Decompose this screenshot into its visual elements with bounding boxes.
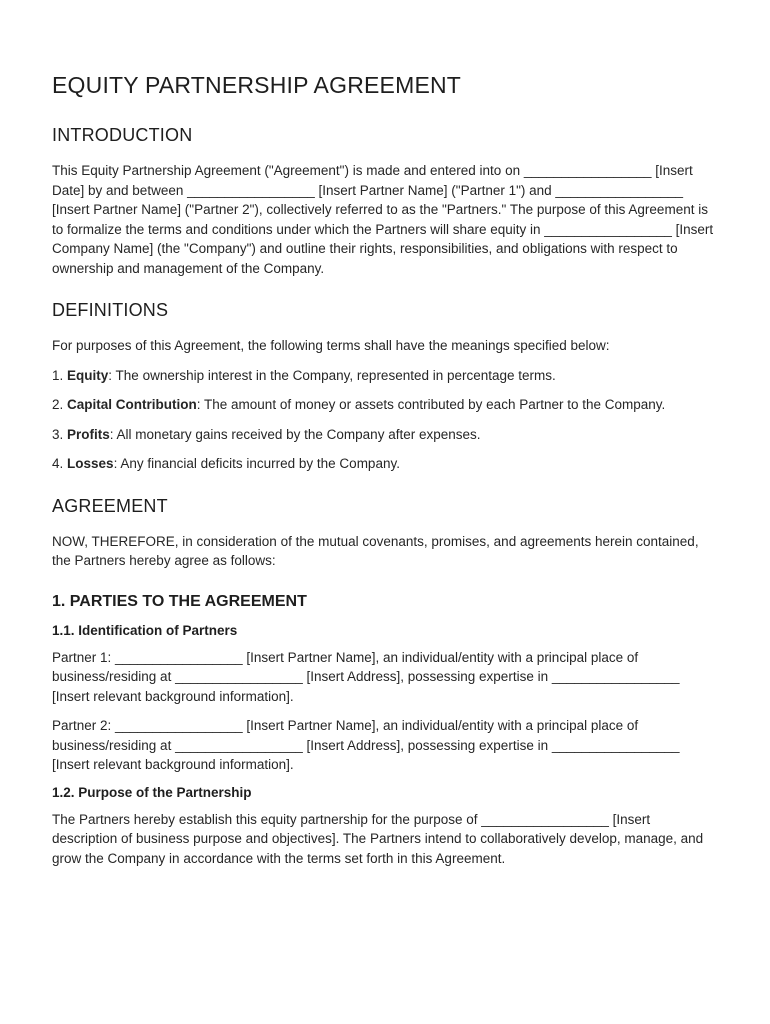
partner-1-paragraph: Partner 1: _________________ [Insert Partner Name], an individual/entity with a principal place of business/residing at _________________ [Insert Address], possessing expertise in _________________ [Insert relevant background information]. (52, 649, 680, 704)
parties-section (52, 593, 718, 869)
introduction-section (52, 125, 718, 278)
definition-term: Capital Contribution (67, 397, 197, 412)
document-title: EQUITY PARTNERSHIP AGREEMENT (52, 72, 462, 98)
definitions-intro: For purposes of this Agreement, the following terms shall have the meanings specified below: (52, 338, 610, 353)
agreement-section (52, 496, 718, 571)
definitions-heading: DEFINITIONS (52, 300, 169, 320)
definition-item-equity (52, 366, 718, 386)
definition-text: : The ownership interest in the Company, represented in percentage terms. (108, 367, 556, 383)
identification-heading: 1.1. Identification of Partners (52, 622, 238, 638)
definition-term: Losses (67, 456, 114, 471)
definition-text: : All monetary gains received by the Company after expenses. (109, 426, 481, 442)
definition-term: Equity (67, 367, 109, 383)
definition-term: Profits (67, 426, 110, 442)
definition-text: : The amount of money or assets contributed by each Partner to the Company. (196, 397, 666, 412)
definition-number: 2. (52, 397, 64, 412)
introduction-paragraph: This Equity Partnership Agreement ("Agreement") is made and entered into on _________________ [Insert Date] by and between _________________ [Insert Partner Name] ("Partner 1") and _________________ [Insert Partner Name] ("Partner 2"), collectively referred to as the "Partners." The purpose of this Agreement is to formalize the terms and conditions under which the Partners will share equity in _________________ [Insert Company Name] (the "Company") and outline their rights, responsibilities, and obligations with respect to ownership and management of the Company. (52, 163, 714, 276)
definitions-section (52, 300, 718, 474)
definition-item-profits (52, 425, 718, 445)
definition-number: 3. (52, 426, 64, 442)
definition-number: 4. (52, 456, 64, 471)
introduction-heading: INTRODUCTION (52, 125, 193, 145)
purpose-heading: 1.2. Purpose of the Partnership (52, 784, 252, 800)
parties-heading: 1. PARTIES TO THE AGREEMENT (52, 592, 307, 610)
definition-item-losses (52, 454, 718, 474)
agreement-paragraph: NOW, THEREFORE, in consideration of the mutual covenants, promises, and agreements herein contained, the Partners hereby agree as follows: (52, 533, 699, 568)
definition-text: : Any financial deficits incurred by the Company. (113, 456, 400, 471)
partner-2-paragraph: Partner 2: _________________ [Insert Partner Name], an individual/entity with a principal place of business/residing at _________________ [Insert Address], possessing expertise in _________________ [Insert relevant background information]. (52, 718, 680, 772)
definition-item-capital-contribution (52, 395, 718, 415)
purpose-paragraph: The Partners hereby establish this equity partnership for the purpose of _________________ [Insert description of business purpose and objectives]. The Partners intend to collaboratively develop, manage, and grow the Company in accordance with the terms set forth in this Agreement. (52, 811, 704, 866)
agreement-heading: AGREEMENT (52, 495, 168, 516)
definition-number: 1. (52, 367, 64, 383)
